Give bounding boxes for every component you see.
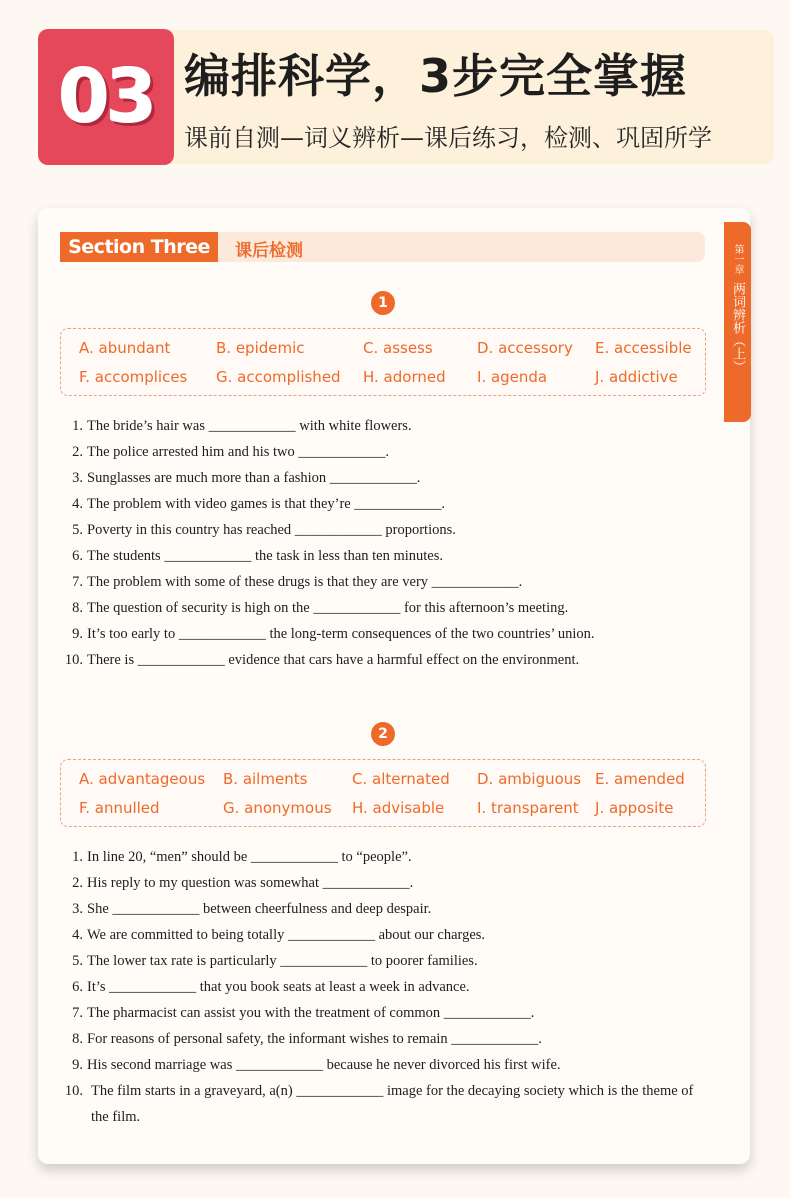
step-number: 03 (58, 54, 154, 140)
question-item: 1. In line 20, “men” should be ____________ to “people”. (72, 849, 412, 865)
question-item: 8. For reasons of personal safety, the informant wishes to remain ____________. (72, 1031, 542, 1047)
word-option: F. annulled (79, 799, 160, 817)
word-bank (60, 328, 706, 396)
section-tag: Section Three (60, 232, 218, 262)
word-option: H. adorned (363, 368, 446, 386)
exercise-number-badge: 1 (371, 291, 395, 315)
question-item: 9. It’s too early to ____________ the long-term consequences of the two countries’ union. (72, 626, 595, 642)
question-item: 7. The pharmacist can assist you with the treatment of common ____________. (72, 1005, 535, 1021)
word-option: E. amended (595, 770, 685, 788)
word-option: J. apposite (595, 799, 674, 817)
question-item: 6. It’s ____________ that you book seats at least a week in advance. (72, 979, 470, 995)
step-number-badge (38, 29, 174, 165)
word-option: J. addictive (595, 368, 678, 386)
word-option: A. advantageous (79, 770, 206, 788)
word-option: C. assess (363, 339, 433, 357)
banner-subtitle: 课前自测—词义辨析—课后练习，检测、巩固所学 (184, 124, 712, 152)
question-item: 10. There is ____________ evidence that cars have a harmful effect on the environment. (64, 652, 580, 668)
question-item: 3. Sunglasses are much more than a fashion ____________. (72, 470, 421, 486)
word-option: C. alternated (352, 770, 450, 788)
question-item: 8. The question of security is high on the ____________ for this afternoon’s meeting. (72, 600, 569, 616)
word-bank (60, 759, 706, 827)
question-item: 3. She ____________ between cheerfulness and deep despair. (72, 901, 432, 917)
word-option: H. advisable (352, 799, 445, 817)
word-option: D. ambiguous (477, 770, 582, 788)
word-option: A. abundant (79, 339, 171, 357)
banner-title: 编排科学，3步完全掌握 (184, 49, 688, 103)
word-option: G. accomplished (216, 368, 341, 386)
question-item: 1. The bride’s hair was ____________ with white flowers. (72, 418, 412, 434)
question-item: 9. His second marriage was ____________ because he never divorced his first wife. (72, 1057, 561, 1073)
question-item: 6. The students ____________ the task in less than ten minutes. (72, 548, 444, 564)
word-option: G. anonymous (223, 799, 332, 817)
word-option: E. accessible (595, 339, 692, 357)
question-item: 2. His reply to my question was somewhat ____________. (72, 875, 414, 891)
word-option: F. accomplices (79, 368, 188, 386)
question-item: 7. The problem with some of these drugs is that they are very ____________. (72, 574, 523, 590)
word-option: B. ailments (223, 770, 308, 788)
word-option: I. transparent (477, 799, 579, 817)
chapter-label: 第一章 (732, 244, 743, 274)
question-item: 5. The lower tax rate is particularly ____________ to poorer families. (72, 953, 478, 969)
word-option: I. agenda (477, 368, 548, 386)
question-item: 5. Poverty in this country has reached ____________ proportions. (72, 522, 456, 538)
chapter-side-tab (724, 222, 751, 422)
question-item: 4. The problem with video games is that they’re ____________. (72, 496, 445, 512)
exercise-number-badge: 2 (371, 722, 395, 746)
question-item: 4. We are committed to being totally ____________ about our charges. (72, 927, 486, 943)
question-item: 10. The film starts in a graveyard, a(n) ____________ image for the decaying society which is the theme of the film. (64, 1083, 694, 1125)
section-title: 课后检测 (235, 241, 303, 261)
chapter-title: 两词辨析（上） (730, 282, 745, 373)
question-item: 2. The police arrested him and his two ____________. (72, 444, 390, 460)
word-option: B. epidemic (216, 339, 305, 357)
word-option: D. accessory (477, 339, 573, 357)
